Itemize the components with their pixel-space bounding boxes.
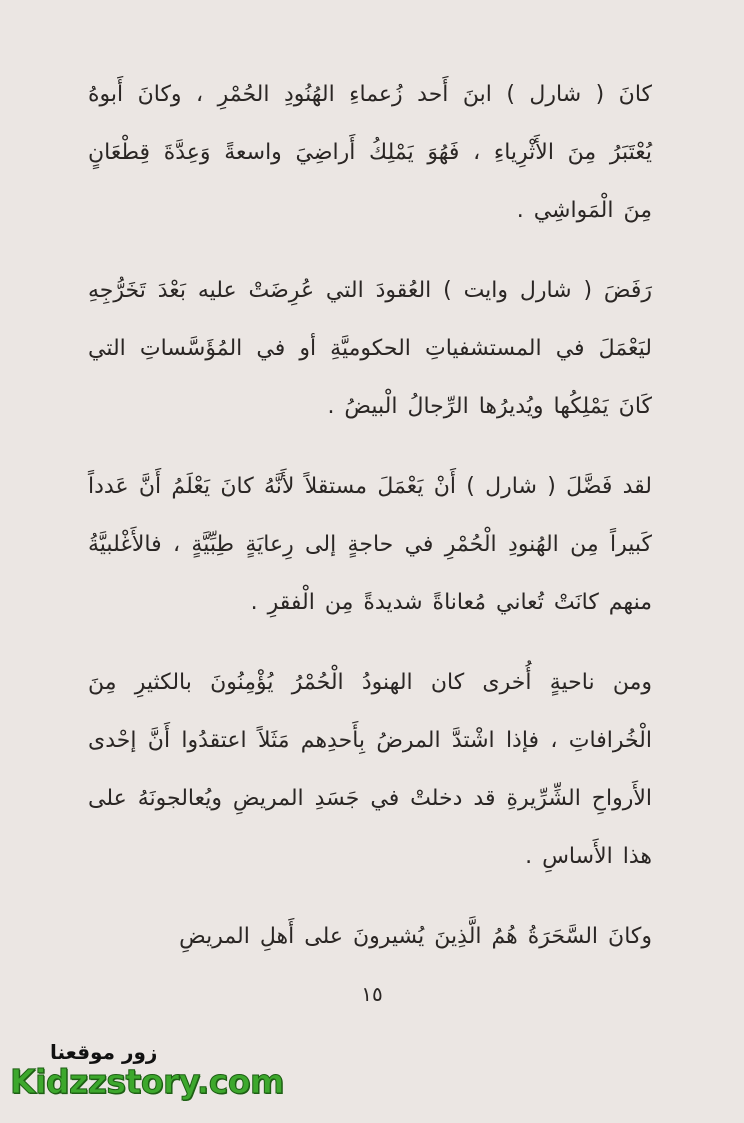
paragraph-3: لقد فَضَّلَ ( شارل ) أَنْ يَعْمَلَ مستقلاً لأَنَّهُ كانَ يَعْلَمُ أَنَّ عَدداً كَبيراً مِن الهُنودِ الْحُمْرِ في حاجةٍ إلى رِعايَةٍ طِبِّيَّةٍ ، فالأَغْلبيَّةُ منهم كانَتْ تُعاني مُعاناةً شديدةً مِن الْفقرِ . xyxy=(88,474,652,615)
page-number: ١٥ xyxy=(361,982,383,1006)
paragraph-5: وكانَ السَّحَرَةُ هُمُ الَّذِينَ يُشيرونَ على أَهلِ المريضِ xyxy=(179,924,652,949)
paragraph-2: رَفَضَ ( شارل وايت ) العُقودَ التي عُرِضَتْ عليه بَعْدَ تَخَرُّجِهِ ليَعْمَلَ في المستشفياتِ الحكوميَّةِ أو في المُؤَسَّساتِ التي كَانَ يَمْلِكُها ويُديرُها الرِّجالُ الْبيضُ . xyxy=(88,278,652,419)
paragraph-1: كانَ ( شارل ) ابنَ أَحد زُعماءِ الهُنُودِ الحُمْرِ ، وكانَ أَبوهُ يُعْتَبَرُ مِنَ الأَثْرِياءِ ، فَهُوَ يَمْلِكُ أَراضِيَ واسعةً وَعِدَّةَ قِطْعَانٍ مِنَ الْمَواشِي . xyxy=(88,82,652,223)
watermark-site-name: Kidzzstory.com xyxy=(10,1062,284,1101)
paragraph-4: ومن ناحيةٍ أُخرى كان الهنودُ الْحُمْرُ يُؤْمِنُونَ بالكثيرِ مِنَ الْخُرافاتِ ، فإذا اشْتدَّ المرضُ بِأَحدِهم مَثَلاً اعتقدُوا أَنَّ إحْدى الأَرواحِ الشِّرِّيرةِ قد دخلتْ في جَسَدِ المريضِ ويُعالجونَهُ على هذا الأَساسِ . xyxy=(88,670,652,869)
watermark xyxy=(10,1040,284,1110)
watermark-caption: زور موقعنا xyxy=(50,1040,158,1064)
body-text xyxy=(88,66,652,988)
